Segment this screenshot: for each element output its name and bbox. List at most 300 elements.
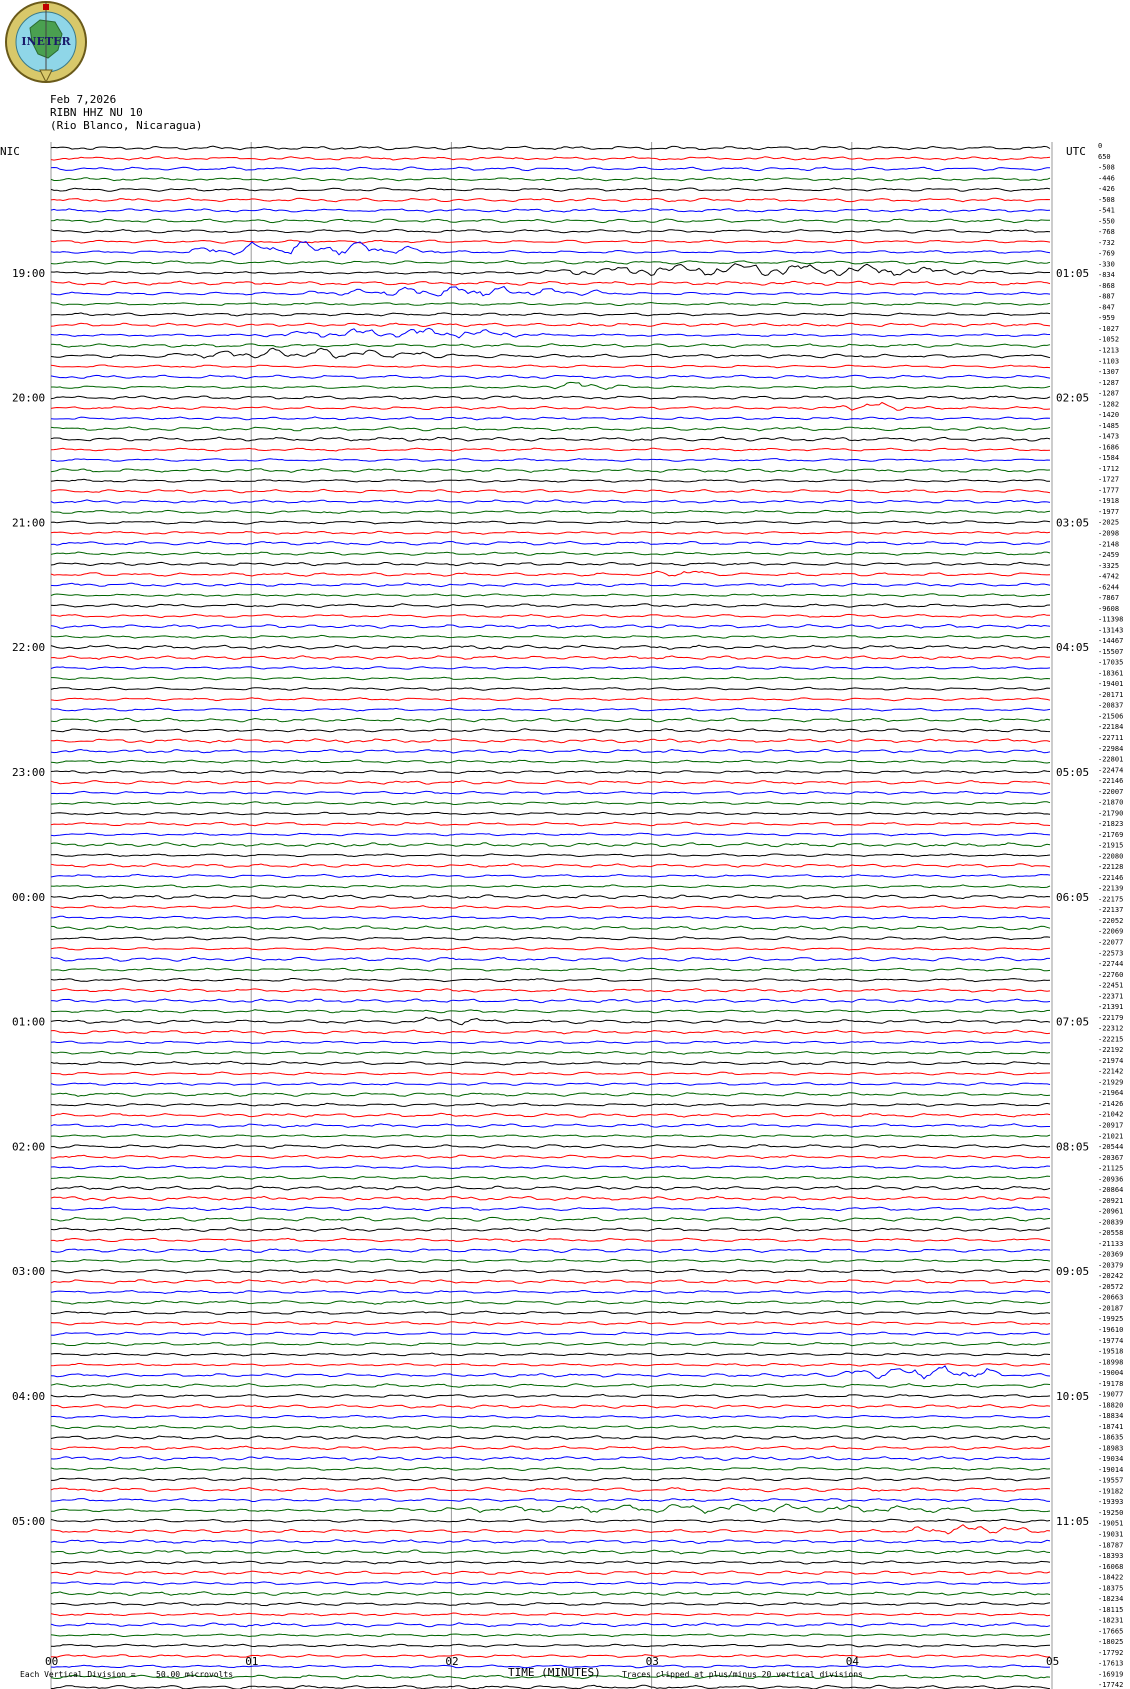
trace-139 (51, 1582, 1050, 1585)
trace-offset: -22139 (1098, 884, 1124, 893)
trace-57 (51, 729, 1050, 732)
trace-offset: -22451 (1098, 981, 1124, 990)
trace-43 (51, 583, 1050, 587)
trace-offset: -20917 (1098, 1121, 1124, 1130)
trace-offset: -19034 (1098, 1455, 1124, 1464)
trace-49 (51, 645, 1050, 649)
trace-50 (51, 656, 1050, 660)
trace-offset: 650 (1098, 152, 1111, 161)
trace-offset: -1485 (1098, 421, 1120, 430)
trace-offset: -1473 (1098, 432, 1120, 441)
trace-74 (51, 906, 1050, 909)
trace-11 (51, 242, 1050, 255)
trace-27 (51, 417, 1050, 420)
trace-93 (51, 1103, 1050, 1106)
trace-offset: -18234 (1098, 1595, 1124, 1604)
trace-offset: -21133 (1098, 1239, 1124, 1248)
trace-offset: -19401 (1098, 680, 1124, 689)
trace-117 (51, 1353, 1050, 1356)
trace-offset: -21915 (1098, 841, 1124, 850)
trace-98 (51, 1155, 1050, 1158)
trace-offset: -22984 (1098, 744, 1124, 753)
right-timezone-label: UTC (1066, 145, 1086, 158)
trace-104 (51, 1217, 1050, 1221)
trace-8 (51, 219, 1050, 223)
trace-offset: -18787 (1098, 1541, 1124, 1550)
trace-67 (51, 833, 1050, 836)
trace-offset: -2025 (1098, 518, 1120, 527)
trace-offset: -21974 (1098, 1056, 1124, 1065)
x-tick-01: 01 (245, 1655, 259, 1668)
trace-105 (51, 1228, 1050, 1232)
trace-offset: -20379 (1098, 1261, 1124, 1270)
trace-62 (51, 781, 1050, 785)
right-hour-label: 02:05 (1056, 391, 1090, 405)
right-hour-label: 03:05 (1056, 516, 1090, 530)
trace-23 (51, 375, 1050, 378)
trace-66 (51, 822, 1050, 826)
trace-offset: -446 (1098, 174, 1115, 183)
trace-31 (51, 459, 1050, 462)
trace-offset: -19774 (1098, 1336, 1124, 1345)
trace-offset: -2098 (1098, 529, 1120, 538)
trace-offset: -19077 (1098, 1390, 1124, 1399)
trace-135 (51, 1540, 1050, 1544)
trace-143 (51, 1623, 1050, 1627)
trace-offset: -1287 (1098, 378, 1120, 387)
trace-offset: -18393 (1098, 1552, 1124, 1561)
trace-13 (51, 264, 1050, 276)
trace-offset: -21790 (1098, 809, 1124, 818)
trace-offset: -18983 (1098, 1444, 1124, 1453)
trace-offset: -22146 (1098, 777, 1124, 786)
trace-offset: -22744 (1098, 960, 1124, 969)
trace-130 (51, 1488, 1050, 1492)
seismic-traces (51, 146, 1050, 1689)
trace-offset: -20837 (1098, 701, 1124, 710)
trace-114 (51, 1321, 1050, 1325)
trace-offset: -19182 (1098, 1487, 1124, 1496)
x-tick-03: 03 (645, 1655, 659, 1668)
right-hour-label: 07:05 (1056, 1015, 1090, 1029)
trace-offset: -16919 (1098, 1670, 1124, 1679)
trace-101 (51, 1186, 1050, 1190)
trace-offset: -14467 (1098, 637, 1124, 646)
trace-9 (51, 229, 1050, 233)
trace-16 (51, 302, 1050, 305)
trace-6 (51, 198, 1050, 202)
left-hour-label: 01:00 (12, 1015, 46, 1029)
trace-offset: -18375 (1098, 1584, 1124, 1593)
trace-offset: -887 (1098, 292, 1115, 301)
trace-offset: -22760 (1098, 970, 1124, 979)
trace-136 (51, 1550, 1050, 1554)
left-hour-label: 04:00 (12, 1390, 46, 1403)
trace-offset: -20572 (1098, 1282, 1124, 1291)
trace-offset: -6244 (1098, 583, 1120, 592)
trace-offset: -959 (1098, 314, 1115, 323)
trace-22 (51, 365, 1050, 368)
station-code: RIBN HHZ NU 10 (50, 106, 143, 119)
trace-91 (51, 1083, 1050, 1086)
trace-24 (51, 382, 1050, 389)
trace-10 (51, 240, 1050, 243)
trace-offset: 0 (1098, 142, 1103, 150)
trace-offset: -17742 (1098, 1681, 1124, 1689)
trace-125 (51, 1436, 1050, 1440)
trace-offset: -21125 (1098, 1164, 1124, 1173)
trace-offset: -1027 (1098, 324, 1120, 333)
trace-89 (51, 1061, 1050, 1065)
trace-offset: -22175 (1098, 895, 1124, 904)
left-hour-label: 03:00 (12, 1265, 46, 1279)
trace-122 (51, 1405, 1050, 1409)
trace-offset: -508 (1098, 195, 1115, 204)
trace-36 (51, 510, 1050, 513)
trace-offset: -20663 (1098, 1293, 1124, 1302)
trace-offset: -7867 (1098, 594, 1120, 603)
trace-offset: -18361 (1098, 669, 1124, 678)
trace-71 (51, 874, 1050, 877)
trace-offset: -18820 (1098, 1401, 1124, 1410)
trace-111 (51, 1291, 1050, 1294)
trace-120 (51, 1384, 1050, 1388)
trace-102 (51, 1196, 1050, 1200)
trace-offset: -18998 (1098, 1358, 1124, 1367)
trace-offset: -21823 (1098, 820, 1124, 829)
right-hour-label: 11:05 (1056, 1514, 1090, 1528)
trace-offset: -22474 (1098, 766, 1124, 775)
trace-offset: -22146 (1098, 873, 1124, 882)
trace-48 (51, 635, 1050, 638)
trace-113 (51, 1311, 1050, 1314)
trace-15 (51, 287, 1050, 297)
x-axis-label: TIME (MINUTES) (508, 1666, 601, 1679)
trace-28 (51, 427, 1050, 431)
trace-106 (51, 1238, 1050, 1242)
trace-26 (51, 403, 1050, 411)
x-tick-05: 05 (1046, 1655, 1060, 1668)
trace-142 (51, 1613, 1050, 1616)
trace-offset: -19610 (1098, 1326, 1124, 1334)
trace-offset: -22077 (1098, 938, 1124, 947)
trace-121 (51, 1394, 1050, 1397)
trace-offset: -1918 (1098, 497, 1120, 506)
trace-offset: -1727 (1098, 475, 1120, 484)
trace-offset: -18231 (1098, 1616, 1124, 1625)
trace-offset: -22080 (1098, 852, 1124, 861)
trace-offset: -22142 (1098, 1067, 1124, 1076)
trace-38 (51, 531, 1050, 534)
left-hour-label: 19:00 (12, 266, 46, 280)
trace-73 (51, 895, 1050, 899)
trace-offset: -834 (1098, 271, 1115, 280)
trace-131 (51, 1498, 1050, 1501)
trace-40 (51, 552, 1050, 555)
trace-53 (51, 687, 1050, 690)
trace-141 (51, 1602, 1050, 1605)
trace-offset: -19178 (1098, 1379, 1124, 1388)
trace-offset: -426 (1098, 185, 1115, 194)
trace-offset: -20839 (1098, 1218, 1124, 1227)
trace-88 (51, 1051, 1050, 1054)
trace-offset: -1712 (1098, 464, 1120, 473)
trace-offset: -20187 (1098, 1304, 1124, 1313)
trace-118 (51, 1363, 1050, 1366)
trace-42 (51, 571, 1050, 576)
trace-offset: -20961 (1098, 1207, 1124, 1216)
trace-offset: -9608 (1098, 604, 1120, 613)
trace-offset: -19051 (1098, 1519, 1124, 1528)
trace-110 (51, 1280, 1050, 1284)
trace-54 (51, 698, 1050, 701)
trace-offset: -19925 (1098, 1315, 1124, 1324)
trace-128 (51, 1467, 1050, 1470)
trace-offset: -13143 (1098, 626, 1124, 635)
right-hour-label: 08:05 (1056, 1140, 1090, 1154)
trace-25 (51, 396, 1050, 399)
trace-offset: -18025 (1098, 1638, 1124, 1647)
x-tick-00: 00 (45, 1655, 59, 1668)
right-hour-label: 01:05 (1056, 266, 1090, 280)
trace-offset: -22711 (1098, 734, 1124, 742)
trace-77 (51, 937, 1050, 940)
trace-offset: -20544 (1098, 1143, 1124, 1152)
right-hour-label: 09:05 (1056, 1265, 1090, 1279)
trace-32 (51, 469, 1050, 473)
trace-44 (51, 594, 1050, 597)
trace-35 (51, 500, 1050, 503)
trace-offset: -22215 (1098, 1035, 1124, 1044)
trace-2 (51, 157, 1050, 160)
trace-offset: -18834 (1098, 1412, 1124, 1421)
trace-4 (51, 178, 1050, 181)
trace-offset: -19250 (1098, 1508, 1124, 1517)
trace-offset: -21021 (1098, 1132, 1124, 1141)
left-hour-label: 23:00 (12, 766, 46, 779)
trace-offset: -22371 (1098, 992, 1124, 1001)
left-hour-label: 00:00 (12, 890, 46, 904)
x-tick-04: 04 (845, 1655, 860, 1668)
trace-offset: -1977 (1098, 507, 1120, 516)
right-hour-label: 06:05 (1056, 890, 1090, 904)
trace-107 (51, 1249, 1050, 1253)
trace-offset: -769 (1098, 249, 1115, 258)
trace-offset: -1686 (1098, 443, 1120, 452)
trace-offset: -15507 (1098, 647, 1124, 656)
vertical-division-note: Each Vertical Division = (20, 1670, 136, 1679)
trace-offset: -1584 (1098, 454, 1120, 463)
trace-offset: -19557 (1098, 1476, 1124, 1485)
trace-103 (51, 1207, 1050, 1211)
trace-offset: -20936 (1098, 1175, 1124, 1184)
trace-offset: -22069 (1098, 927, 1124, 936)
trace-offset: -732 (1098, 238, 1115, 247)
trace-30 (51, 448, 1050, 451)
trace-149 (51, 1685, 1050, 1689)
trace-79 (51, 957, 1050, 961)
trace-33 (51, 479, 1050, 482)
time-gridlines (51, 142, 1052, 1689)
trace-96 (51, 1135, 1050, 1138)
trace-60 (51, 760, 1050, 763)
trace-offset: -22052 (1098, 916, 1124, 925)
trace-offset: -508 (1098, 163, 1115, 172)
trace-offset: -1307 (1098, 368, 1120, 377)
trace-offset: -22137 (1098, 906, 1124, 915)
trace-offset: -17613 (1098, 1659, 1124, 1668)
trace-offset: -21870 (1098, 798, 1124, 807)
record-date: Feb 7,2026 (50, 93, 117, 106)
trace-47 (51, 625, 1050, 629)
trace-146 (51, 1655, 1050, 1658)
trace-138 (51, 1571, 1050, 1575)
trace-115 (51, 1332, 1050, 1335)
trace-72 (51, 885, 1050, 888)
trace-offset: -20921 (1098, 1196, 1124, 1205)
left-hour-label: 02:00 (12, 1140, 46, 1154)
microvolts-note: 50.00 microvolts (156, 1670, 234, 1679)
trace-18 (51, 323, 1050, 326)
trace-116 (51, 1342, 1050, 1346)
right-hour-label: 10:05 (1056, 1390, 1090, 1403)
trace-offset: -11398 (1098, 615, 1124, 624)
trace-offset: -22007 (1098, 787, 1124, 796)
trace-offset: -1052 (1098, 335, 1120, 344)
station-location: (Rio Blanco, Nicaragua) (50, 119, 203, 132)
trace-37 (51, 521, 1050, 524)
trace-52 (51, 677, 1050, 680)
trace-offset: -22128 (1098, 863, 1124, 872)
trace-offset: -20369 (1098, 1250, 1124, 1259)
right-hour-labels (1056, 267, 1089, 1528)
trace-5 (51, 188, 1050, 191)
trace-offset: -21769 (1098, 830, 1124, 839)
trace-75 (51, 916, 1050, 919)
trace-68 (51, 843, 1050, 847)
trace-86 (51, 1030, 1050, 1034)
trace-offset: -22184 (1098, 723, 1124, 732)
trace-58 (51, 739, 1050, 743)
trace-offset: -1777 (1098, 486, 1120, 495)
trace-45 (51, 604, 1050, 608)
trace-offset: -868 (1098, 281, 1115, 290)
trace-offset: -22573 (1098, 949, 1124, 958)
trace-51 (51, 667, 1050, 670)
left-hour-label: 21:00 (12, 516, 46, 530)
trace-112 (51, 1301, 1050, 1305)
trace-offset: -1287 (1098, 389, 1120, 398)
trace-offset: -22192 (1098, 1046, 1124, 1055)
trace-offset: -330 (1098, 260, 1115, 269)
trace-offset: -19031 (1098, 1530, 1124, 1539)
trace-offset: -847 (1098, 303, 1115, 312)
trace-offset: -3325 (1098, 561, 1120, 570)
trace-offset: -18115 (1098, 1605, 1124, 1614)
left-timezone-label: NIC (0, 145, 20, 158)
trace-1 (51, 146, 1050, 150)
trace-offset: -4742 (1098, 572, 1120, 581)
trace-123 (51, 1415, 1050, 1418)
clip-note: Traces clipped at plus/minus 20 vertical divisions (622, 1670, 863, 1679)
trace-100 (51, 1176, 1050, 1179)
trace-20 (51, 344, 1050, 348)
trace-offset: -21426 (1098, 1099, 1124, 1108)
trace-39 (51, 541, 1050, 545)
trace-64 (51, 802, 1050, 805)
trace-124 (51, 1426, 1050, 1429)
trace-offset: -21506 (1098, 712, 1124, 721)
trace-offset: -22312 (1098, 1024, 1124, 1033)
trace-90 (51, 1072, 1050, 1075)
trace-63 (51, 791, 1050, 794)
trace-78 (51, 947, 1050, 950)
trace-offset: -20242 (1098, 1272, 1124, 1281)
trace-127 (51, 1457, 1050, 1461)
trace-offset: -21042 (1098, 1110, 1124, 1119)
trace-offset: -1282 (1098, 400, 1120, 409)
trace-81 (51, 978, 1050, 981)
left-hour-labels (12, 267, 45, 1528)
trace-129 (51, 1478, 1050, 1481)
trace-119 (51, 1366, 1050, 1379)
trace-17 (51, 313, 1050, 316)
trace-offset: -2148 (1098, 540, 1120, 549)
trace-7 (51, 209, 1050, 212)
trace-55 (51, 708, 1050, 711)
trace-offset: -21929 (1098, 1078, 1124, 1087)
trace-92 (51, 1093, 1050, 1097)
trace-76 (51, 926, 1050, 930)
trace-offset: -22801 (1098, 755, 1124, 764)
trace-offset: -20864 (1098, 1186, 1124, 1195)
trace-145 (51, 1644, 1050, 1647)
trace-19 (51, 328, 1050, 338)
trace-offset: -16068 (1098, 1562, 1124, 1571)
x-tick-02: 02 (445, 1655, 459, 1668)
trace-offset: -541 (1098, 206, 1115, 215)
trace-83 (51, 999, 1050, 1003)
trace-94 (51, 1113, 1050, 1117)
trace-84 (51, 1010, 1050, 1013)
trace-108 (51, 1259, 1050, 1262)
trace-56 (51, 718, 1050, 722)
trace-offset: -17665 (1098, 1627, 1124, 1636)
trace-offset: -20367 (1098, 1153, 1124, 1162)
trace-87 (51, 1041, 1050, 1044)
trace-34 (51, 489, 1050, 493)
trace-14 (51, 281, 1050, 285)
trace-offset-labels (1098, 142, 1123, 1689)
svg-text:INETER: INETER (21, 35, 71, 48)
trace-82 (51, 989, 1050, 992)
left-hour-label: 22:00 (12, 641, 46, 655)
trace-46 (51, 614, 1050, 617)
trace-29 (51, 437, 1050, 441)
trace-12 (51, 261, 1050, 264)
right-hour-label: 04:05 (1056, 641, 1090, 655)
trace-137 (51, 1561, 1050, 1564)
trace-65 (51, 812, 1050, 815)
trace-offset: -20171 (1098, 690, 1124, 699)
trace-144 (51, 1634, 1050, 1637)
trace-offset: -17035 (1098, 658, 1124, 667)
trace-offset: -768 (1098, 228, 1115, 237)
trace-21 (51, 348, 1050, 358)
trace-109 (51, 1270, 1050, 1274)
right-hour-label: 05:05 (1056, 766, 1090, 779)
trace-126 (51, 1446, 1050, 1450)
